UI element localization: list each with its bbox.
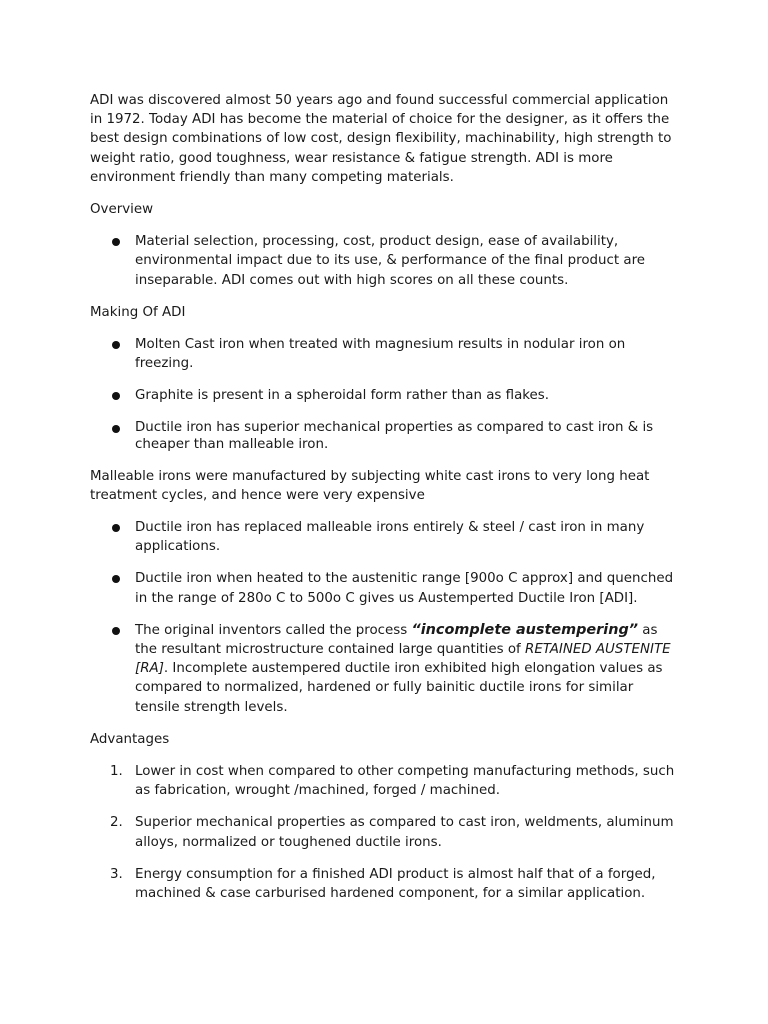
- list-item-text: Material selection, processing, cost, product design, ease of availability, environmental impact due to its use, & performance of the final product are inseparable. ADI comes out with high scores on all these counts.: [135, 234, 646, 288]
- list-item-text: Ductile iron when heated to the austenitic range [900o C approx] and quenched in the range of 280o C to 500o C gives us Austemperted Ductile Iron [ADI].: [135, 571, 674, 606]
- overview-heading: Overview: [90, 202, 154, 218]
- list-item-text: Superior mechanical properties as compared to cast iron, weldments, aluminum alloys, normalized or toughened ductile irons.: [135, 815, 674, 850]
- bullet-icon: [112, 524, 120, 532]
- list-item-text: Ductile iron has replaced malleable irons entirely & steel / cast iron in many applications.: [135, 520, 645, 555]
- bullet-icon: [112, 238, 120, 246]
- list-item: [90, 569, 680, 607]
- list-item-text: Lower in cost when compared to other competing manufacturing methods, such as fabrication, wrought /machined, forged / machined.: [135, 764, 675, 799]
- list-item: [90, 335, 680, 373]
- list-item-text: Graphite is present in a spheroidal form rather than as flakes.: [135, 388, 550, 404]
- list-item: [90, 386, 680, 405]
- document-page: [90, 91, 680, 916]
- emphasis-text: “incomplete austempering”: [411, 621, 639, 638]
- overview-list: [90, 232, 680, 290]
- list-item-text: Ductile iron has superior mechanical properties as compared to cast iron & is cheaper than malleable iron.: [135, 419, 654, 453]
- list-number: 3.: [110, 866, 123, 882]
- list-item: [90, 621, 680, 717]
- bullet-icon: [112, 575, 120, 583]
- intro-paragraph: ADI was discovered almost 50 years ago and found successful commercial application in 1972. Today ADI has become the material of choice for the designer, as it offers the best design combinations of low cost, design flexibility, machinability, high strength to weight ratio, good toughness, wear resistance & fatigue strength. ADI is more environment friendly than many competing materials.: [90, 93, 672, 185]
- text-run: as the resultant microstructure contained large quantities of: [135, 622, 658, 658]
- list-item: [90, 419, 680, 454]
- making-list: [90, 335, 680, 454]
- bullet-icon: [112, 341, 120, 349]
- bullet-icon: [112, 425, 120, 433]
- advantages-heading: Advantages: [90, 731, 170, 747]
- list-number: 2.: [110, 815, 123, 831]
- malleable-paragraph: Malleable irons were manufactured by subjecting white cast irons to very long heat treatment cycles, and hence were very expensive: [90, 468, 650, 503]
- malleable-list: [90, 518, 680, 717]
- list-item: [90, 813, 680, 851]
- advantages-list: [90, 762, 680, 903]
- bullet-icon: [112, 392, 120, 400]
- italic-text: RETAINED AUSTENITE [RA]: [135, 642, 671, 677]
- list-number: 1.: [110, 764, 123, 780]
- making-heading: Making Of ADI: [90, 304, 186, 320]
- list-item-text: [135, 623, 671, 715]
- list-item-text: Molten Cast iron when treated with magnesium results in nodular iron on freezing.: [135, 337, 626, 372]
- text-run: The original inventors called the process: [135, 622, 412, 638]
- text-run: . Incomplete austempered ductile iron exhibited high elongation values as compared to normalized, hardened or fully bainitic ductile irons for similar tensile strength levels.: [135, 661, 663, 715]
- list-item: [90, 232, 680, 290]
- bullet-icon: [112, 627, 120, 635]
- list-item: [90, 518, 680, 556]
- list-item: [90, 762, 680, 800]
- list-item-text: Energy consumption for a finished ADI product is almost half that of a forged, machined & case carburised hardened component, for a similar application.: [135, 866, 656, 902]
- list-item: [90, 865, 680, 903]
